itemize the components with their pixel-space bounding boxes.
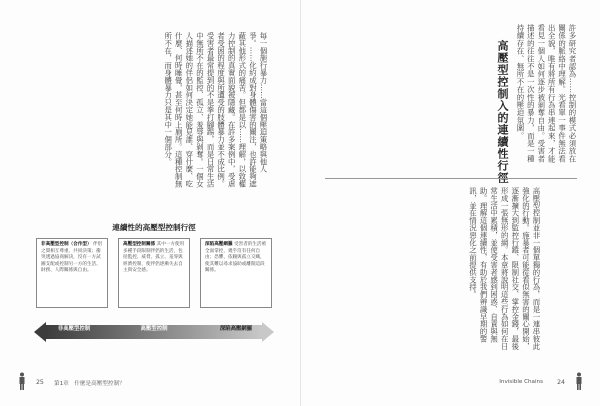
spectrum-label-start: 非高壓型控制: [57, 326, 91, 332]
diagram-box-entrapment: [200, 238, 272, 308]
box-heading: 高壓型控制關係: [123, 242, 156, 247]
left-body-text: 每一個施行暴力……當這個壓迫策略與他人爭。……化約成對身體傷害的關注，也許能夠遮蔽其他形式的痛苦。但都是以……理解，以致權力控制的真實面貌被隱藏。在許多案例中，受虐者受困的程度與所遭受的肢體暴力並不成比例。受害者最常提到的不是拳打腳踢，而是日常生活中無所不在的監控、孤立、羞辱與剝奪。一個女人描述她的伴侶如何決定她能見誰、穿什麼、吃什麼、何時睡覺，甚至何時上廁所。這種控制無所不在，而身體暴力只是其中一個部分。: [163, 32, 268, 188]
divider: [325, 178, 577, 179]
right-body-text: 高壓型控制並非一個單獨的行為，而是一連串彼此強化的行動。施暴者可能從看似無害的關心開始，逐漸擴大到監控行蹤、限制社交、掌控金錢，最後形成一張無形的網。本章將說明這些行為如何在日常生活中累積，並使受害者感到困惑、自責與無助。理解這個連續性，有助於我們辨識早期的警訊，並在情況惡化之前提供支持。: [468, 187, 541, 350]
diagram-box-coercive: [118, 238, 190, 308]
box-heading: 深陷高壓網羅: [205, 242, 233, 247]
continuum-diagram: [34, 222, 274, 354]
chapter-heading: 高壓型控制入的連續性行徑: [496, 40, 509, 184]
top-passage: 許多研究者認為……控制的模式必須放在關係的脈絡中理解。光看單一事件無法看出全貌，唯有將所有行為串連起來，才能看見一個人如何逐步被剝奪自由。受害者描述的往往不是一次性的暴力，而是一種持續存在、無所不在的壓迫氛圍。: [515, 24, 577, 163]
spectrum-label-end: 深陷高壓網羅: [219, 326, 253, 332]
person-icon: [575, 372, 583, 390]
diagram-title: 連續性的高壓型控制行徑: [112, 223, 196, 232]
page-number: 24: [557, 379, 565, 386]
diagram-box-non-coercive: [36, 238, 108, 308]
box-text: 受害者的生活被全面掌控，幾乎沒有任何自由；恐懼、依賴與孤立交織，使其難以尋求協助或離開這段關係。: [205, 242, 267, 274]
box-text: 伴侶之間相互尊重、共同決策；衝突透過協商解決，沒有一方試圖支配或控制另一方的生活、財務、人際關係與自由。: [41, 242, 103, 274]
running-head: Invisible Chains: [499, 379, 543, 385]
right-page: [300, 0, 600, 406]
spectrum-label-middle: 高壓型控制: [140, 326, 168, 332]
page-number: 25: [36, 379, 44, 386]
running-head: 第1章 什麼是高壓型控制？: [54, 381, 125, 387]
box-text: 其中一方使用多種手段限制伴侶的生活，包括監控、威脅、孤立、羞辱與經濟控制，使伴侶逐漸失去自主與安全感。: [123, 242, 185, 274]
person-icon: [18, 372, 26, 390]
box-heading: 非高壓型控制（合作型）: [41, 242, 92, 247]
